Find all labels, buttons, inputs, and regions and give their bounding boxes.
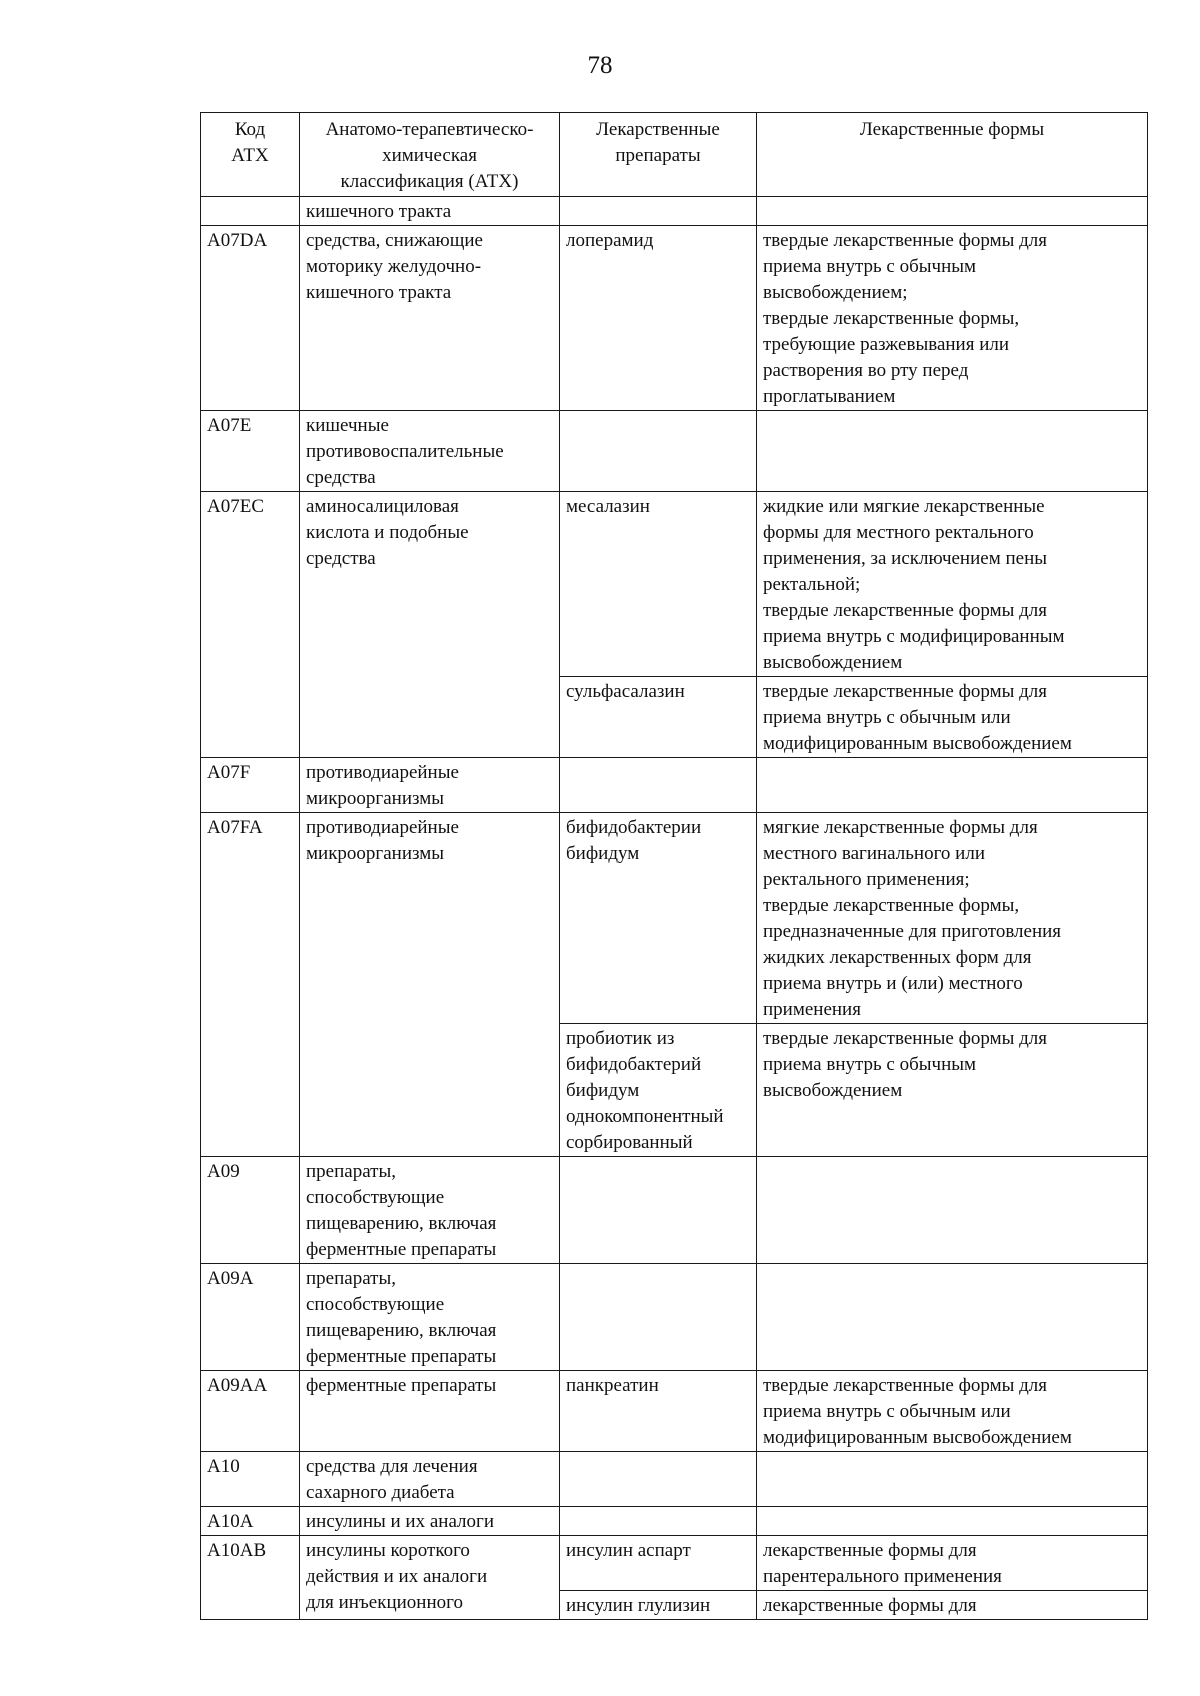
cell-drug (560, 197, 757, 226)
cell-code: A10A (201, 1507, 300, 1536)
header-code: Код АТХ (201, 113, 300, 197)
table-row (201, 758, 1148, 813)
cell-drug (560, 1507, 757, 1536)
cell-form (757, 1264, 1148, 1371)
cell-classification: средства для лечения сахарного диабета (300, 1452, 560, 1507)
header-drugs: Лекарственные препараты (560, 113, 757, 197)
cell-drug (560, 411, 757, 492)
cell-classification: инсулины и их аналоги (300, 1507, 560, 1536)
cell-code: A09A (201, 1264, 300, 1371)
cell-drug (560, 1452, 757, 1507)
atx-classification-table (200, 112, 1148, 1620)
cell-classification: кишечного тракта (300, 197, 560, 226)
table-row (201, 1536, 1148, 1591)
cell-code: A07FA (201, 813, 300, 1157)
cell-classification: средства, снижающие моторику желудочно- кишечного тракта (300, 226, 560, 411)
cell-form (757, 758, 1148, 813)
table-row (201, 1507, 1148, 1536)
cell-code: A10AB (201, 1536, 300, 1620)
cell-classification: препараты, способствующие пищеварению, включая ферментные препараты (300, 1264, 560, 1371)
cell-drug: инсулин аспарт (560, 1536, 757, 1591)
cell-drug: бифидобактерии бифидум (560, 813, 757, 1024)
header-classification: Анатомо-терапевтическо- химическая классификация (АТХ) (300, 113, 560, 197)
table-header-row (201, 113, 1148, 197)
cell-form (757, 411, 1148, 492)
cell-drug: месалазин (560, 492, 757, 677)
cell-code: A09AA (201, 1371, 300, 1452)
cell-drug (560, 758, 757, 813)
cell-code (201, 197, 300, 226)
table-row (201, 1452, 1148, 1507)
table-row (201, 1264, 1148, 1371)
table-row (201, 197, 1148, 226)
cell-classification: препараты, способствующие пищеварению, включая ферментные препараты (300, 1157, 560, 1264)
cell-drug: панкреатин (560, 1371, 757, 1452)
cell-classification: кишечные противовоспалительные средства (300, 411, 560, 492)
cell-drug: сульфасалазин (560, 677, 757, 758)
cell-form: твердые лекарственные формы для приема внутрь с обычным или модифицированным высвобождением (757, 1371, 1148, 1452)
table-row (201, 226, 1148, 411)
table-row (201, 492, 1148, 677)
cell-classification: инсулины короткого действия и их аналоги для инъекционного (300, 1536, 560, 1620)
cell-form: лекарственные формы для (757, 1591, 1148, 1620)
cell-form: твердые лекарственные формы для приема внутрь с обычным высвобождением; твердые лекарственные формы, требующие разжевывания или растворения во рту перед проглатыванием (757, 226, 1148, 411)
cell-drug: пробиотик из бифидобактерий бифидум однокомпонентный сорбированный (560, 1024, 757, 1157)
cell-code: A07E (201, 411, 300, 492)
header-forms: Лекарственные формы (757, 113, 1148, 197)
cell-form (757, 197, 1148, 226)
cell-classification: противодиарейные микроорганизмы (300, 758, 560, 813)
cell-drug (560, 1264, 757, 1371)
cell-form (757, 1452, 1148, 1507)
cell-form (757, 1507, 1148, 1536)
cell-form: жидкие или мягкие лекарственные формы для местного ректального применения, за исключением пены ректальной; твердые лекарственные формы для приема внутрь с модифицированным высвобождением (757, 492, 1148, 677)
cell-code: A07F (201, 758, 300, 813)
cell-form: твердые лекарственные формы для приема внутрь с обычным или модифицированным высвобождением (757, 677, 1148, 758)
cell-drug: лоперамид (560, 226, 757, 411)
cell-classification: ферментные препараты (300, 1371, 560, 1452)
cell-form: твердые лекарственные формы для приема внутрь с обычным высвобождением (757, 1024, 1148, 1157)
table-row (201, 1157, 1148, 1264)
cell-code: A07DA (201, 226, 300, 411)
cell-classification: аминосалициловая кислота и подобные средства (300, 492, 560, 758)
cell-code: A09 (201, 1157, 300, 1264)
table-row (201, 1371, 1148, 1452)
cell-drug (560, 1157, 757, 1264)
cell-form (757, 1157, 1148, 1264)
table-row (201, 813, 1148, 1024)
cell-form: мягкие лекарственные формы для местного вагинального или ректального применения; твердые лекарственные формы, предназначенные для приготовления жидких лекарственных форм для приема внутрь и (или) местного применения (757, 813, 1148, 1024)
cell-drug: инсулин глулизин (560, 1591, 757, 1620)
cell-form: лекарственные формы для парентерального применения (757, 1536, 1148, 1591)
cell-code: A07EC (201, 492, 300, 758)
cell-code: A10 (201, 1452, 300, 1507)
page-number: 78 (587, 52, 613, 79)
cell-classification: противодиарейные микроорганизмы (300, 813, 560, 1157)
table-row (201, 411, 1148, 492)
